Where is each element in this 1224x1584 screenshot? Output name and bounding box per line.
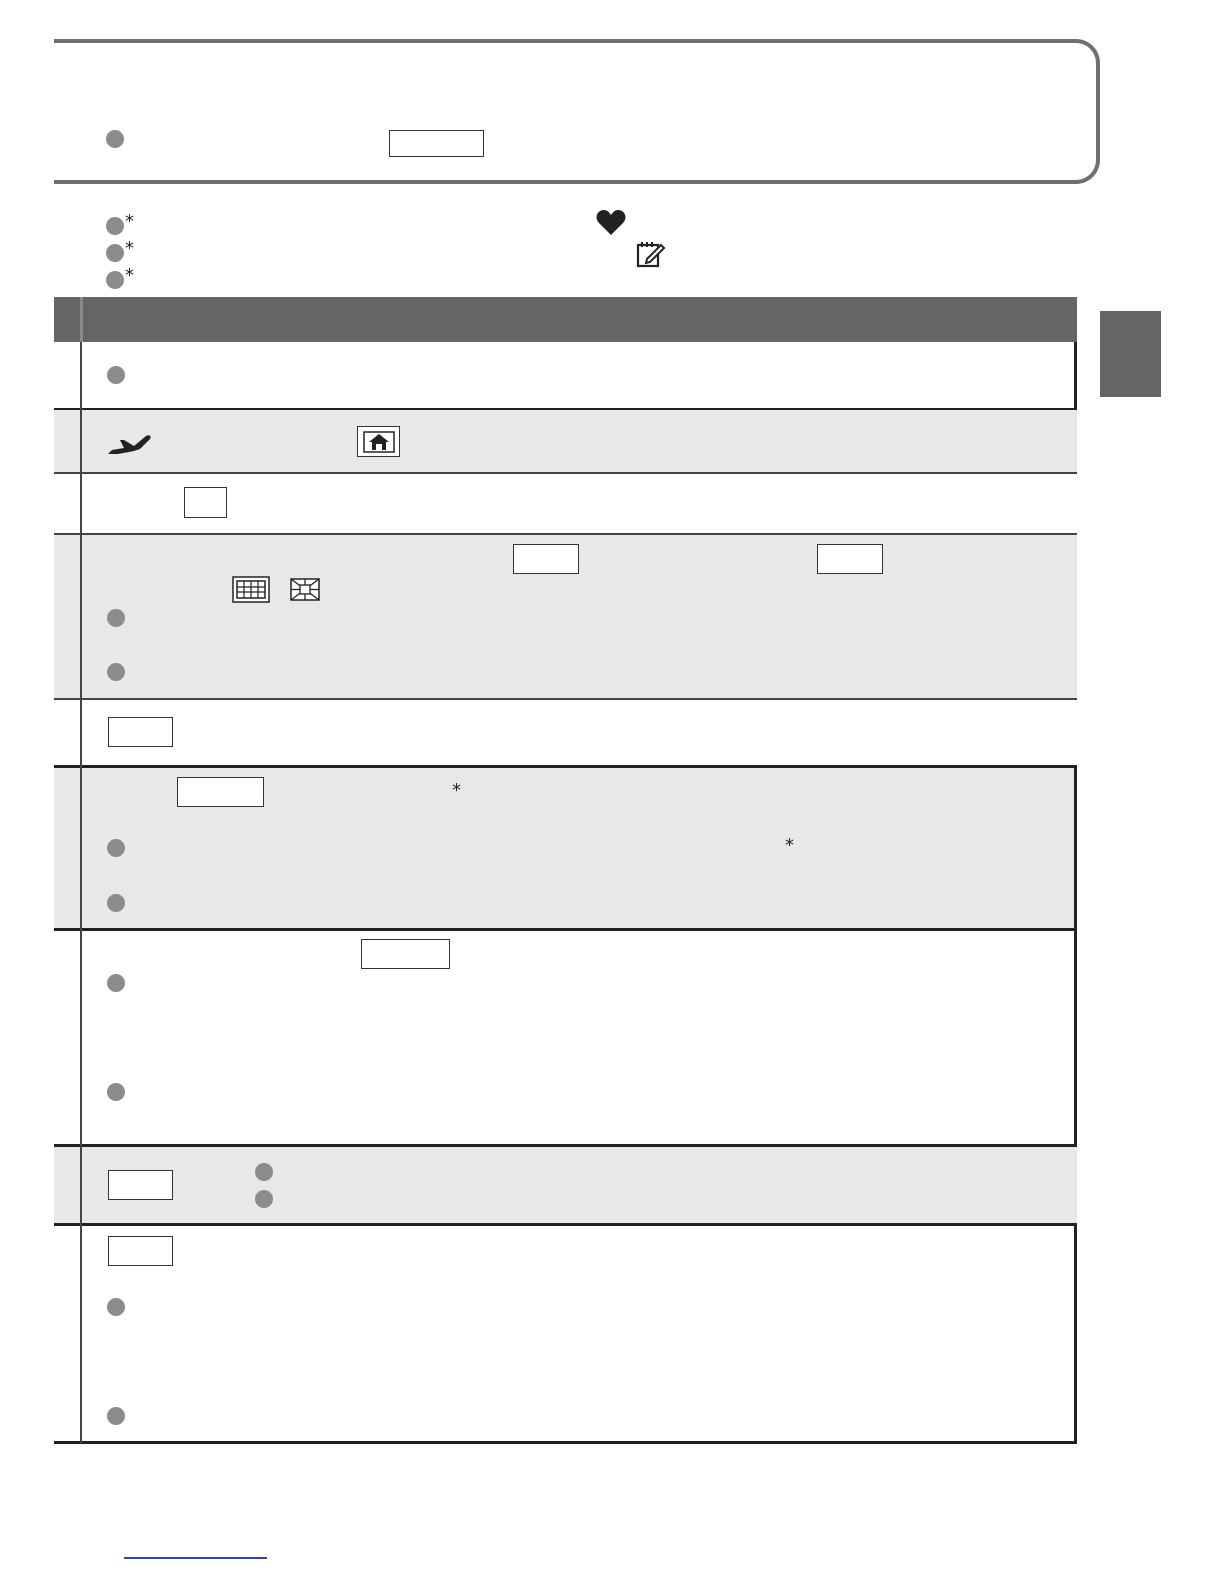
home-button-icon	[363, 431, 395, 453]
home-button[interactable]	[357, 426, 400, 457]
star-note-bullet-2	[106, 244, 124, 262]
row7-key-button[interactable]	[361, 939, 450, 969]
row8-bullet-1	[255, 1163, 273, 1181]
row6-bullet-1	[107, 839, 125, 857]
chapter-side-tab	[1100, 311, 1161, 397]
row6-star-1: *	[452, 780, 461, 801]
table-row-9	[54, 1226, 1077, 1442]
heart-icon	[596, 209, 626, 236]
memo-edit-icon	[636, 240, 666, 268]
table-header-divider	[80, 297, 83, 342]
row6-star-2: *	[785, 835, 794, 856]
note-key-button[interactable]	[389, 130, 484, 157]
row6-key-button[interactable]	[177, 777, 264, 807]
airplane-icon	[106, 430, 152, 456]
table-bottom-border	[54, 1441, 1077, 1444]
row3-key-button[interactable]	[184, 487, 227, 518]
table-row-1	[54, 342, 1077, 409]
row4-key-button-2[interactable]	[817, 544, 883, 574]
row6-bullet-2	[107, 894, 125, 912]
row8-key-button[interactable]	[108, 1170, 173, 1200]
table-header	[54, 297, 1077, 342]
footer-link[interactable]	[124, 1557, 267, 1559]
star-note-bullet-1	[106, 217, 124, 235]
row9-key-button[interactable]	[108, 1236, 173, 1266]
note-bullet	[106, 130, 124, 148]
table-row-2	[54, 410, 1077, 472]
table-row-8	[54, 1147, 1077, 1223]
row9-bullet-1	[107, 1298, 125, 1316]
star-mark-2: *	[125, 238, 134, 259]
row4-bullet-2	[107, 663, 125, 681]
grid-icon	[232, 576, 270, 603]
row4-key-button-1[interactable]	[513, 544, 579, 574]
row7-bullet-2	[107, 1083, 125, 1101]
row7-bullet-1	[107, 974, 125, 992]
row9-bullet-2	[107, 1407, 125, 1425]
row5-key-button[interactable]	[108, 717, 173, 747]
row8-bullet-2	[255, 1190, 273, 1208]
table-row-5	[54, 700, 1077, 766]
star-note-bullet-3	[106, 271, 124, 289]
star-mark-3: *	[125, 265, 134, 286]
table-row-7	[54, 931, 1077, 1144]
star-mark-1: *	[125, 211, 134, 232]
note-box	[54, 39, 1100, 184]
row4-bullet-1	[107, 609, 125, 627]
burst-icon	[289, 577, 321, 602]
table-column-divider	[80, 342, 82, 1443]
row1-bullet	[107, 366, 125, 384]
